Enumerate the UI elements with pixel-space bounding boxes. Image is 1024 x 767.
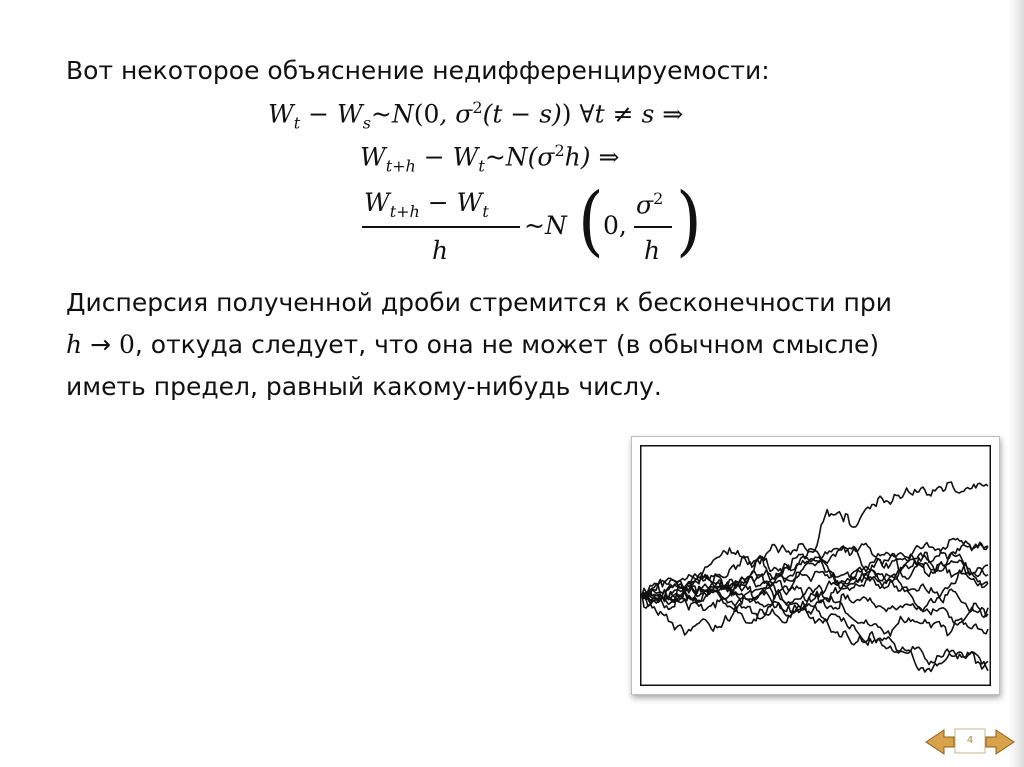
var-h: h bbox=[66, 330, 83, 359]
brownian-paths-figure bbox=[631, 436, 1000, 695]
paragraph-line-3: иметь предел, равный какому-нибудь числу. bbox=[66, 372, 662, 401]
zero-symbol: 0 bbox=[118, 330, 135, 359]
page-edge-shadow bbox=[1008, 0, 1024, 767]
prev-arrow-icon[interactable] bbox=[926, 730, 954, 754]
fraction-denominator: h bbox=[432, 236, 449, 265]
left-paren: ( bbox=[578, 176, 604, 265]
right-paren: ) bbox=[676, 176, 702, 265]
slide-navigation bbox=[924, 727, 1016, 757]
paragraph-line-2 bbox=[66, 324, 1006, 366]
intro-text: Вот некоторое объяснение недифференцируемости: bbox=[66, 56, 770, 85]
paragraph-line-1: Дисперсия полученной дроби стремится к бесконечности при bbox=[66, 288, 892, 317]
next-arrow-icon[interactable] bbox=[986, 730, 1014, 754]
arrow-symbol: → bbox=[90, 330, 112, 359]
explanation-paragraph bbox=[66, 282, 1006, 408]
variance-fraction-bar bbox=[634, 226, 672, 228]
equation-increment-distribution: $W_t$ − $W_s\sim N(0$, $\sigma^2(t - s)$) ∀t ≠ s ⇒ bbox=[268, 98, 684, 133]
page-number: 4 bbox=[966, 735, 974, 746]
brownian-paths-plot bbox=[640, 445, 991, 686]
variance-numerator: $\sigma^2$ bbox=[636, 189, 664, 220]
distribution-symbol: ~N bbox=[524, 211, 567, 240]
fraction-bar bbox=[362, 226, 520, 228]
equation-h-increment: $W_{t+h}$ − $W_t\sim N(\sigma^2h)$ ⇒ bbox=[360, 141, 620, 176]
variance-denominator: h bbox=[644, 236, 661, 265]
paragraph-line-2-text: , откуда следует, что она не может (в обычном смысле) bbox=[134, 330, 880, 359]
mean-zero: 0, bbox=[603, 211, 627, 240]
fraction-numerator: $W_{t+h} - W_t$ bbox=[364, 188, 489, 221]
